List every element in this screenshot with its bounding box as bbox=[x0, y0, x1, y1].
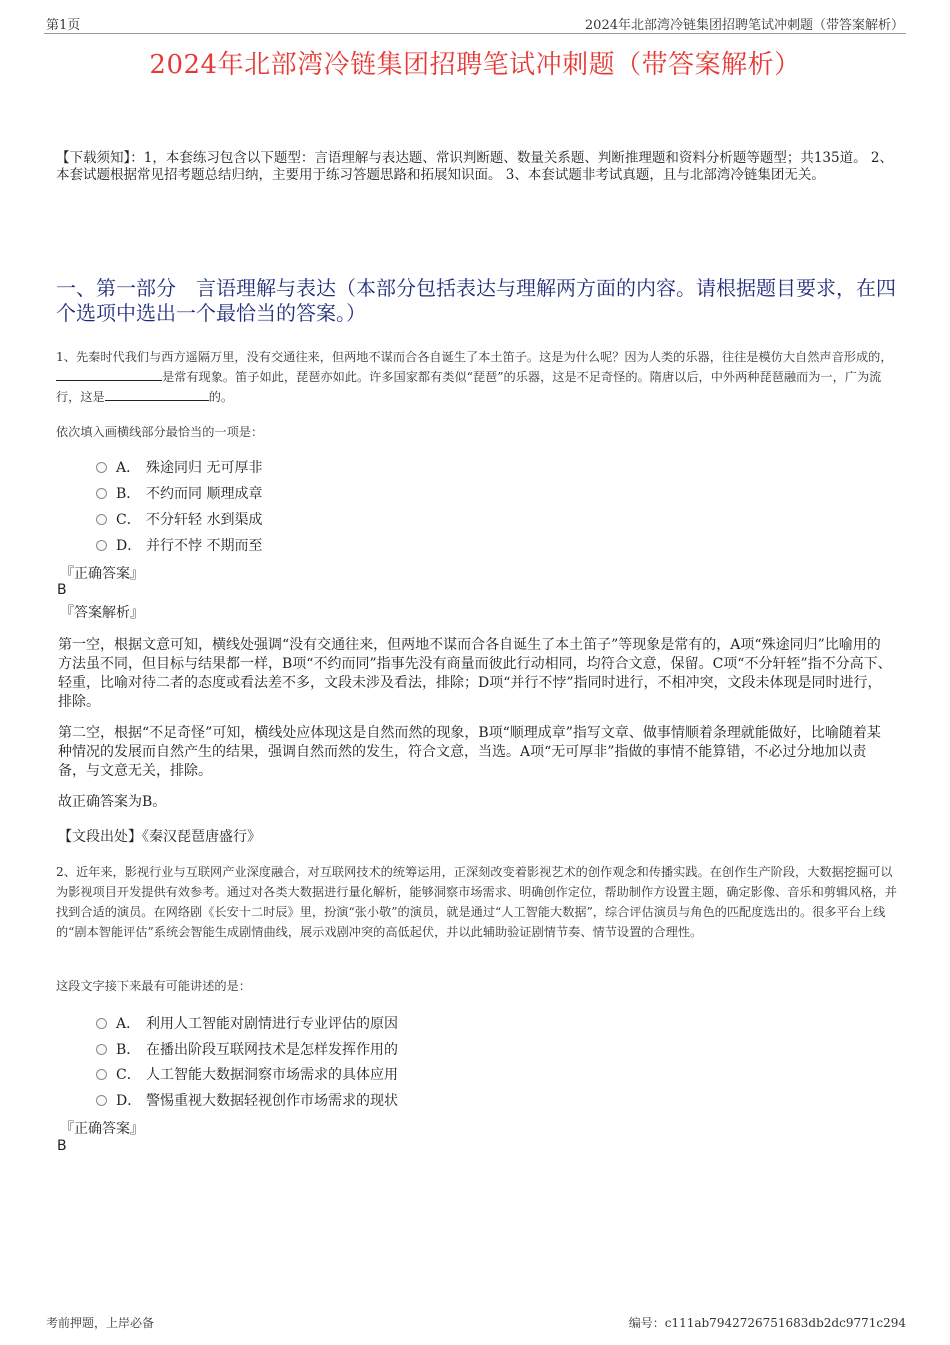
question-1-answer-label: 『正确答案』 bbox=[60, 566, 144, 582]
question-2-option-a[interactable]: A． 利用人工智能对剧情进行专业评估的原因 bbox=[96, 1013, 398, 1033]
radio-icon[interactable] bbox=[96, 1095, 107, 1106]
radio-icon[interactable] bbox=[96, 514, 107, 525]
footer-slogan: 考前押题，上岸必备 bbox=[46, 1316, 155, 1330]
footer-document-code: 编号：c111ab7942726751683db2dc9771c294 bbox=[628, 1316, 906, 1330]
question-2-option-d[interactable]: D． 警惕重视大数据轻视创作市场需求的现状 bbox=[96, 1090, 398, 1110]
question-2-answer: B bbox=[57, 1138, 67, 1154]
header-divider bbox=[44, 33, 906, 34]
section-heading: 一、第一部分 言语理解与表达（本部分包括表达与理解两方面的内容。请根据题目要求，在四个选项中选出一个最恰当的答案。） bbox=[56, 276, 896, 325]
question-2-prompt: 这段文字接下来最有可能讲述的是： bbox=[56, 979, 251, 993]
question-1-text-part-c: 的。 bbox=[208, 390, 234, 404]
question-1-text-part-a: 1、先秦时代我们与西方遥隔万里，没有交通往来，但两地不谋而合各自诞生了本土笛子。这是为什么呢？因为人类的乐器，往往是模仿大自然声音形成的， bbox=[56, 350, 893, 364]
question-2-option-b[interactable]: B． 在播出阶段互联网技术是怎样发挥作用的 bbox=[96, 1039, 398, 1059]
radio-icon[interactable] bbox=[96, 1018, 107, 1029]
question-2-option-c[interactable]: C． 人工智能大数据洞察市场需求的具体应用 bbox=[96, 1064, 398, 1084]
radio-icon[interactable] bbox=[96, 462, 107, 473]
radio-icon[interactable] bbox=[96, 1069, 107, 1080]
question-2-answer-label: 『正确答案』 bbox=[60, 1121, 144, 1137]
question-1-analysis-label: 『答案解析』 bbox=[60, 605, 144, 621]
question-1-answer: B bbox=[57, 582, 67, 598]
radio-icon[interactable] bbox=[96, 1044, 107, 1055]
radio-icon[interactable] bbox=[96, 488, 107, 499]
page-number: 第1页 bbox=[46, 18, 81, 33]
question-1-option-c[interactable]: C． 不分轩轻 水到渠成 bbox=[96, 509, 262, 529]
question-1-text-part-b: 是常有现象。笛子如此，琵琶亦如此。许多国家都有类似“琵琶”的乐器，这是不足奇怪的。隋唐以后，中外两种琵琶融而为一，广为流行，这是 bbox=[56, 370, 882, 404]
page-title: 2024年北部湾冷链集团招聘笔试冲刺题（带答案解析） bbox=[149, 50, 801, 80]
question-2-text: 2、近年来，影视行业与互联网产业深度融合，对互联网技术的统筹运用，正深刻改变着影视艺术的创作观念和传播实践。在创作生产阶段，大数据挖掘可以为影视项目开发提供有效参考。通过对各类大数据进行量化解析，能够洞察市场需求、明确创作定位，帮助制作方设置主题，确定影像、音乐和剪辑风格，并找到合适的演员。在网络剧《长安十二时辰》里，扮演“张小敬”的演员，就是通过“人工智能大数据”，综合评估演员与角色的匹配度选出的。很多平台上线的“剧本智能评估”系统会智能生成剧情曲线，展示戏剧冲突的高低起伏，并以此辅助验证剧情节奏、情节设置的合理性。 bbox=[56, 865, 897, 939]
blank-line-2 bbox=[105, 387, 209, 401]
question-1-analysis-paragraph-1: 第一空，根据文意可知，横线处强调“没有交通往来，但两地不谋而合各自诞生了本土笛子”等现象是常有的，A项“殊途同归”比喻用的方法虽不同，但目标与结果都一样，B项“不约而同”指事先没有商量而彼此行动相同，均符合文意，保留。C项“不分轩轾”指不分高下、轻重，比喻对待二者的态度或看法差不多，文段未涉及看法，排除；D项“并行不悖”指同时进行，不相冲突，文段未体现是同时进行，排除。 bbox=[58, 637, 892, 710]
download-notice: 【下载须知】：1，本套练习包含以下题型：言语理解与表达题、常识判断题、数量关系题、判断推理题和资料分析题等题型；共135道。 2、本套试题根据常见招考题总结归纳，主要用于练习答题思路和拓展知识面。 3、本套试题非考试真题，且与北部湾冷链集团无关。 bbox=[56, 150, 893, 183]
question-1-source: 【文段出处】《秦汉琵琶唐盛行》 bbox=[58, 829, 261, 845]
blank-line-1 bbox=[56, 367, 162, 381]
question-1-conclusion: 故正确答案为B。 bbox=[58, 794, 167, 810]
question-1-option-d[interactable]: D． 并行不悖 不期而至 bbox=[96, 535, 262, 555]
question-1-option-b[interactable]: B． 不约而同 顺理成章 bbox=[96, 483, 262, 503]
running-header-title: 2024年北部湾冷链集团招聘笔试冲刺题（带答案解析） bbox=[584, 18, 904, 33]
question-1-prompt: 依次填入画横线部分最恰当的一项是： bbox=[56, 425, 264, 439]
question-1-text bbox=[56, 347, 902, 407]
question-1-option-a[interactable]: A． 殊途同归 无可厚非 bbox=[96, 457, 262, 477]
question-1-analysis-paragraph-2: 第二空，根据“不足奇怪”可知，横线处应体现这是自然而然的现象，B项“顺理成章”指写文章、做事情顺着条理就能做好，比喻随着某种情况的发展而自然产生的结果，强调自然而然的发生，符合文意，当选。A项“无可厚非”指做的事情不能算错，不必过分地加以责备，与文意无关，排除。 bbox=[58, 725, 881, 779]
radio-icon[interactable] bbox=[96, 540, 107, 551]
